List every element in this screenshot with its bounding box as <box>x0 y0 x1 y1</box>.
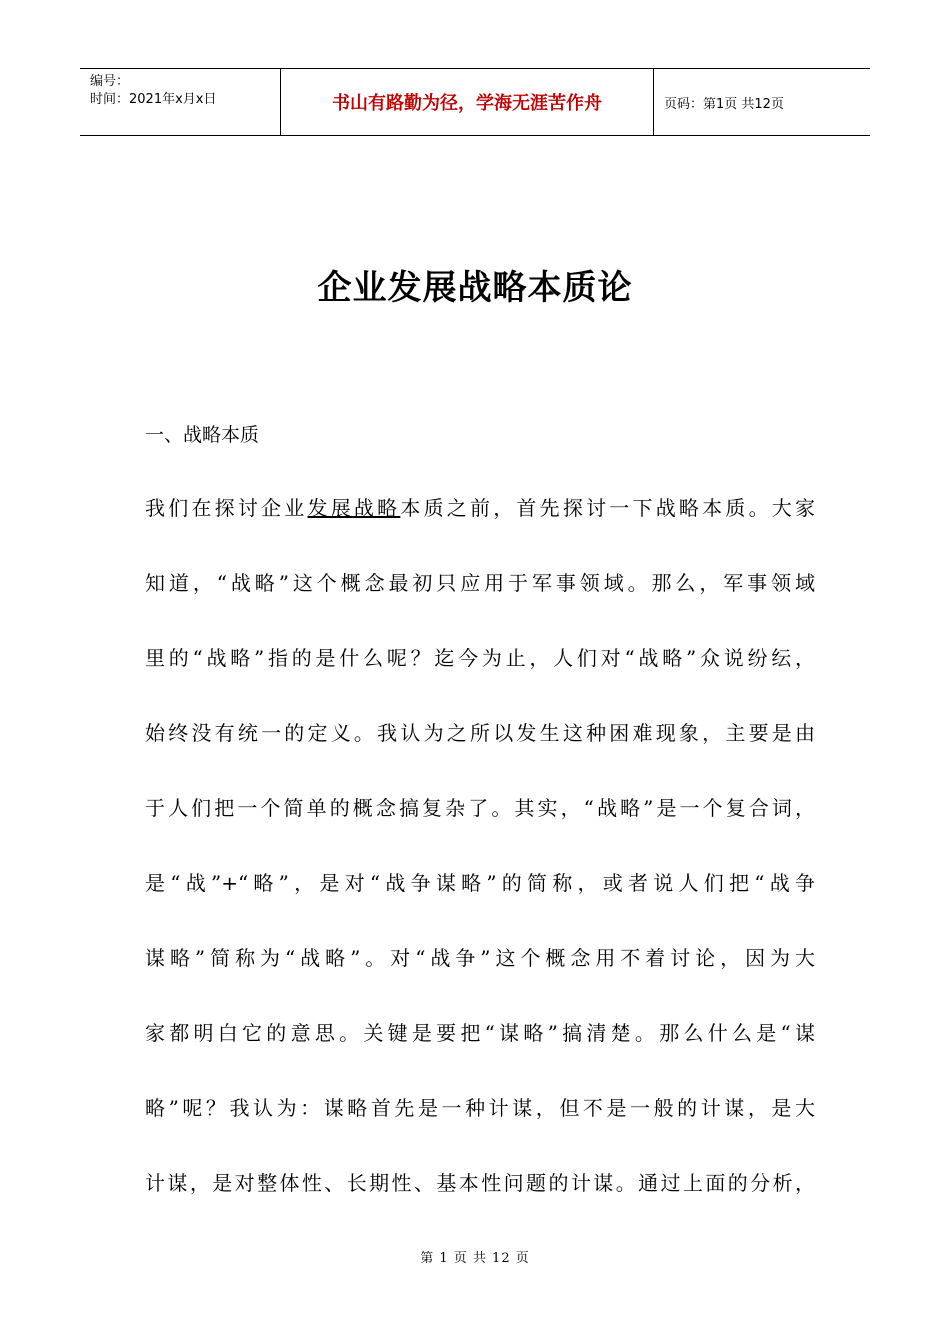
header-meta <box>80 69 281 135</box>
page-footer: 第 1 页 共 12 页 <box>420 1251 530 1266</box>
development-strategy-link[interactable]: 发展战略 <box>307 496 401 520</box>
text-line: 略”呢？我认为：谋略首先是一种计谋，但不是一般的计谋，是大 <box>145 1096 815 1120</box>
header-motto: 书山有路勤为径，学海无涯苦作舟 <box>281 69 654 135</box>
text-line: 谋略”简称为“战略”。对“战争”这个概念用不着讨论，因为大 <box>145 946 815 970</box>
document-title: 企业发展战略本质论 <box>317 268 633 308</box>
date-label: 时间：2021年x月x日 <box>90 92 217 107</box>
text-line: 计谋，是对整体性、长期性、基本性问题的计谋。通过上面的分析， <box>145 1171 815 1195</box>
text-line: 知道，“战略”这个概念最初只应用于军事领域。那么，军事领域 <box>145 571 815 595</box>
number-label: 编号： <box>90 74 130 89</box>
header-page-info: 页码：第1页 共12页 <box>664 96 784 112</box>
text-segment: 我们在探讨企业 <box>145 496 308 520</box>
text-line: 始终没有统一的定义。我认为之所以发生这种困难现象，主要是由 <box>145 721 815 745</box>
body-text <box>145 490 815 1240</box>
text-line <box>145 490 815 565</box>
text-line: 是“战”+“略”，是对“战争谋略”的简称，或者说人们把“战争 <box>145 871 815 895</box>
text-line: 里的“战略”指的是什么呢？迄今为止，人们对“战略”众说纷纭， <box>145 646 815 670</box>
page-header <box>80 68 870 136</box>
text-line: 于人们把一个简单的概念搞复杂了。其实，“战略”是一个复合词， <box>145 796 815 820</box>
text-segment: 本质之前，首先探讨一下战略本质。大家 <box>400 496 816 520</box>
section-heading: 一、战略本质 <box>145 424 260 446</box>
text-line: 家都明白它的意思。关键是要把“谋略”搞清楚。那么什么是“谋 <box>145 1021 815 1045</box>
